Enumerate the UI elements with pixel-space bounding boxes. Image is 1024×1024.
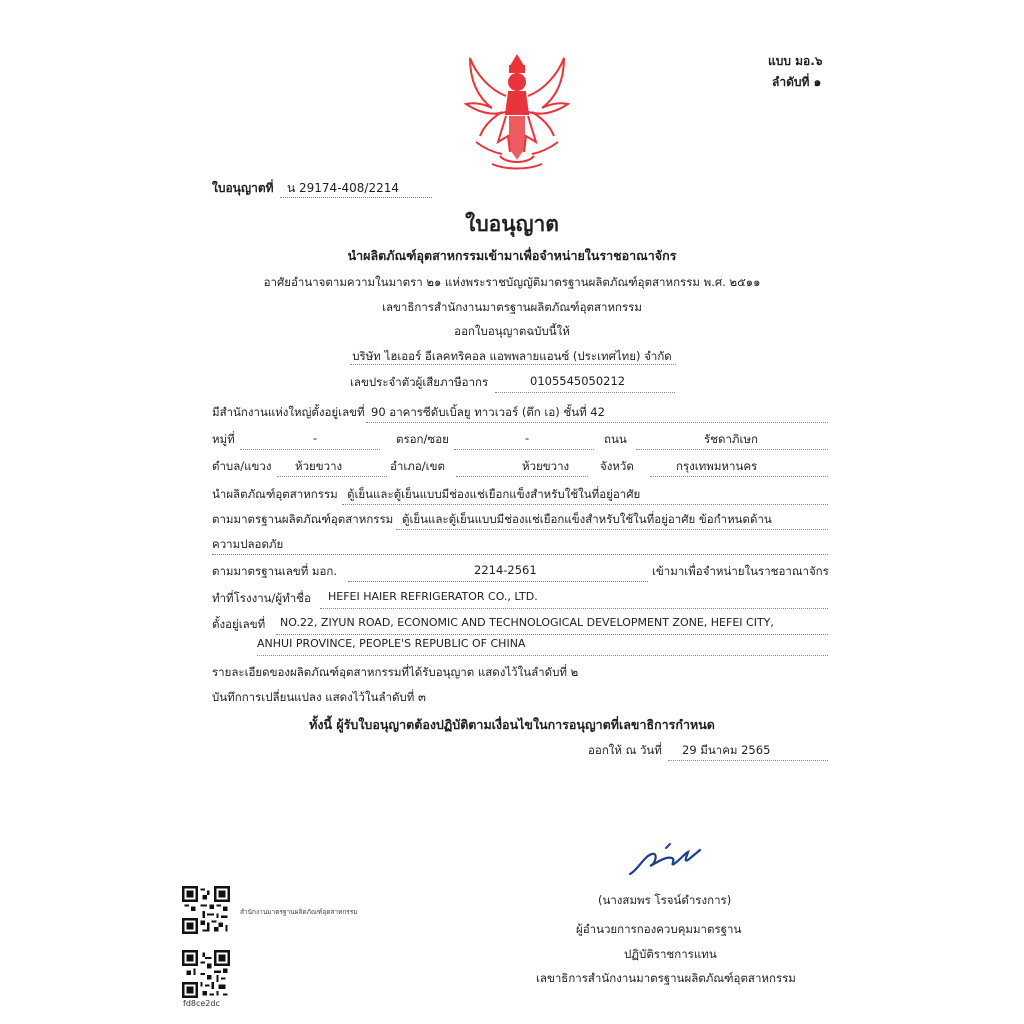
details-note: รายละเอียดของผลิตภัณฑ์อุตสาหกรรมที่ได้รับอนุญาต แสดงไว้ในลำดับที่ ๒: [212, 665, 579, 679]
product-value: ตู้เย็นและตู้เย็นแบบมีช่องแช่เยือกแข็งสำหรับใช้ในที่อยู่อาศัย: [347, 487, 641, 501]
sequence-number: ลำดับที่ ๑: [772, 75, 822, 89]
signatory-position2: ปฏิบัติราชการแทน: [624, 947, 717, 961]
signatory-position3: เลขาธิการสำนักงานมาตรฐานผลิตภัณฑ์อุตสาหกรรม: [536, 971, 796, 985]
moo-value: -: [313, 431, 318, 445]
factory-address-label: ตั้งอยู่เลขที่: [212, 617, 266, 631]
tax-id-label: เลขประจำตัวผู้เสียภาษีอากร: [350, 375, 489, 389]
moo-label: หมู่ที่: [212, 432, 235, 446]
change-note: บันทึกการเปลี่ยนแปลง แสดงไว้ในลำดับที่ ๓: [212, 690, 426, 704]
form-code: แบบ มอ.๖: [768, 54, 823, 68]
company-name: บริษัท ไฮเออร์ อีเลคทริคอล แอพพลายแอนซ์ (ประเทศไทย) จำกัด: [352, 349, 672, 363]
license-number-label: ใบอนุญาตที่: [212, 181, 274, 195]
document-subtitle: นำผลิตภัณฑ์อุตสาหกรรมเข้ามาเพื่อจำหน่ายในราชอาณาจักร: [347, 248, 677, 263]
qr-code-icon: [182, 950, 230, 998]
qr-caption: สำนักงานมาตรฐานผลิตภัณฑ์อุตสาหกรรม: [240, 908, 358, 916]
factory-label: ทำที่โรงงาน/ผู้ทำชื่อ: [212, 591, 311, 605]
standard-label: ตามมาตรฐานผลิตภัณฑ์อุตสาหกรรม: [212, 512, 394, 526]
head-office-label: มีสำนักงานแห่งใหญ่ตั้งอยู่เลขที่: [212, 405, 365, 419]
tis-label: ตามมาตรฐานเลขที่ มอก.: [212, 564, 338, 578]
garuda-emblem-icon: [462, 52, 572, 170]
factory-address-line1: NO.22, ZIYUN ROAD, ECONOMIC AND TECHNOLOGICAL DEVELOPMENT ZONE, HEFEI CITY,: [280, 616, 774, 629]
license-number-value: น 29174-408/2214: [287, 181, 400, 195]
issued-value: 29 มีนาคม 2565: [682, 743, 771, 757]
head-office-value: 90 อาคารซีดับเบิ้ลยู ทาวเวอร์ (ตึก เอ) ชั้นที่ 42: [371, 405, 605, 419]
qr-code-icon: [182, 886, 230, 934]
subdistrict-value: ห้วยขวาง: [295, 459, 343, 473]
tis-suffix: เข้ามาเพื่อจำหน่ายในราชอาณาจักร: [652, 564, 829, 578]
signatory-position1: ผู้อำนวยการกองควบคุมมาตรฐาน: [576, 922, 742, 936]
issuer-line: เลขาธิการสำนักงานมาตรฐานผลิตภัณฑ์อุตสาหกรรม: [382, 300, 642, 314]
factory-address-line2: ANHUI PROVINCE, PEOPLE'S REPUBLIC OF CHINA: [257, 637, 526, 650]
standard-value-cont: ความปลอดภัย: [212, 537, 284, 551]
signatory-name: (นางสมพร โรจน์ดำรงการ): [598, 893, 732, 907]
province-value: กรุงเทพมหานคร: [676, 459, 758, 473]
issue-line: ออกใบอนุญาตฉบับนี้ให้: [454, 324, 570, 338]
tax-id-value: 0105545050212: [530, 374, 626, 388]
road-label: ถนน: [604, 432, 627, 446]
standard-value: ตู้เย็นและตู้เย็นแบบมีช่องแช่เยือกแข็งสำหรับใช้ในที่อยู่อาศัย ข้อกำหนดด้าน: [402, 512, 772, 526]
condition-note: ทั้งนี้ ผู้รับใบอนุญาตต้องปฏิบัติตามเงื่อนไขในการอนุญาตที่เลขาธิการกำหนด: [309, 717, 715, 732]
province-label: จังหวัด: [600, 459, 634, 473]
road-value: รัชดาภิเษก: [704, 432, 758, 446]
authority-line: อาศัยอำนาจตามความในมาตรา ๒๑ แห่งพระราชบัญญัติมาตรฐานผลิตภัณฑ์อุตสาหกรรม พ.ศ. ๒๕๑๑: [263, 275, 761, 289]
qr-code-text: fd8ce2dc: [183, 999, 220, 1008]
product-label: นำผลิตภัณฑ์อุตสาหกรรม: [212, 487, 338, 501]
district-value: ห้วยขวาง: [522, 459, 570, 473]
issued-label: ออกให้ ณ วันที่: [588, 743, 662, 757]
district-label: อำเภอ/เขต: [390, 459, 445, 473]
document-title: ใบอนุญาต: [465, 212, 559, 236]
subdistrict-label: ตำบล/แขวง: [212, 459, 272, 473]
factory-value: HEFEI HAIER REFRIGERATOR CO., LTD.: [328, 590, 538, 603]
soi-label: ตรอก/ซอย: [396, 432, 449, 446]
signature-icon: [626, 842, 704, 880]
soi-value: -: [525, 431, 530, 445]
tis-value: 2214-2561: [474, 563, 537, 577]
